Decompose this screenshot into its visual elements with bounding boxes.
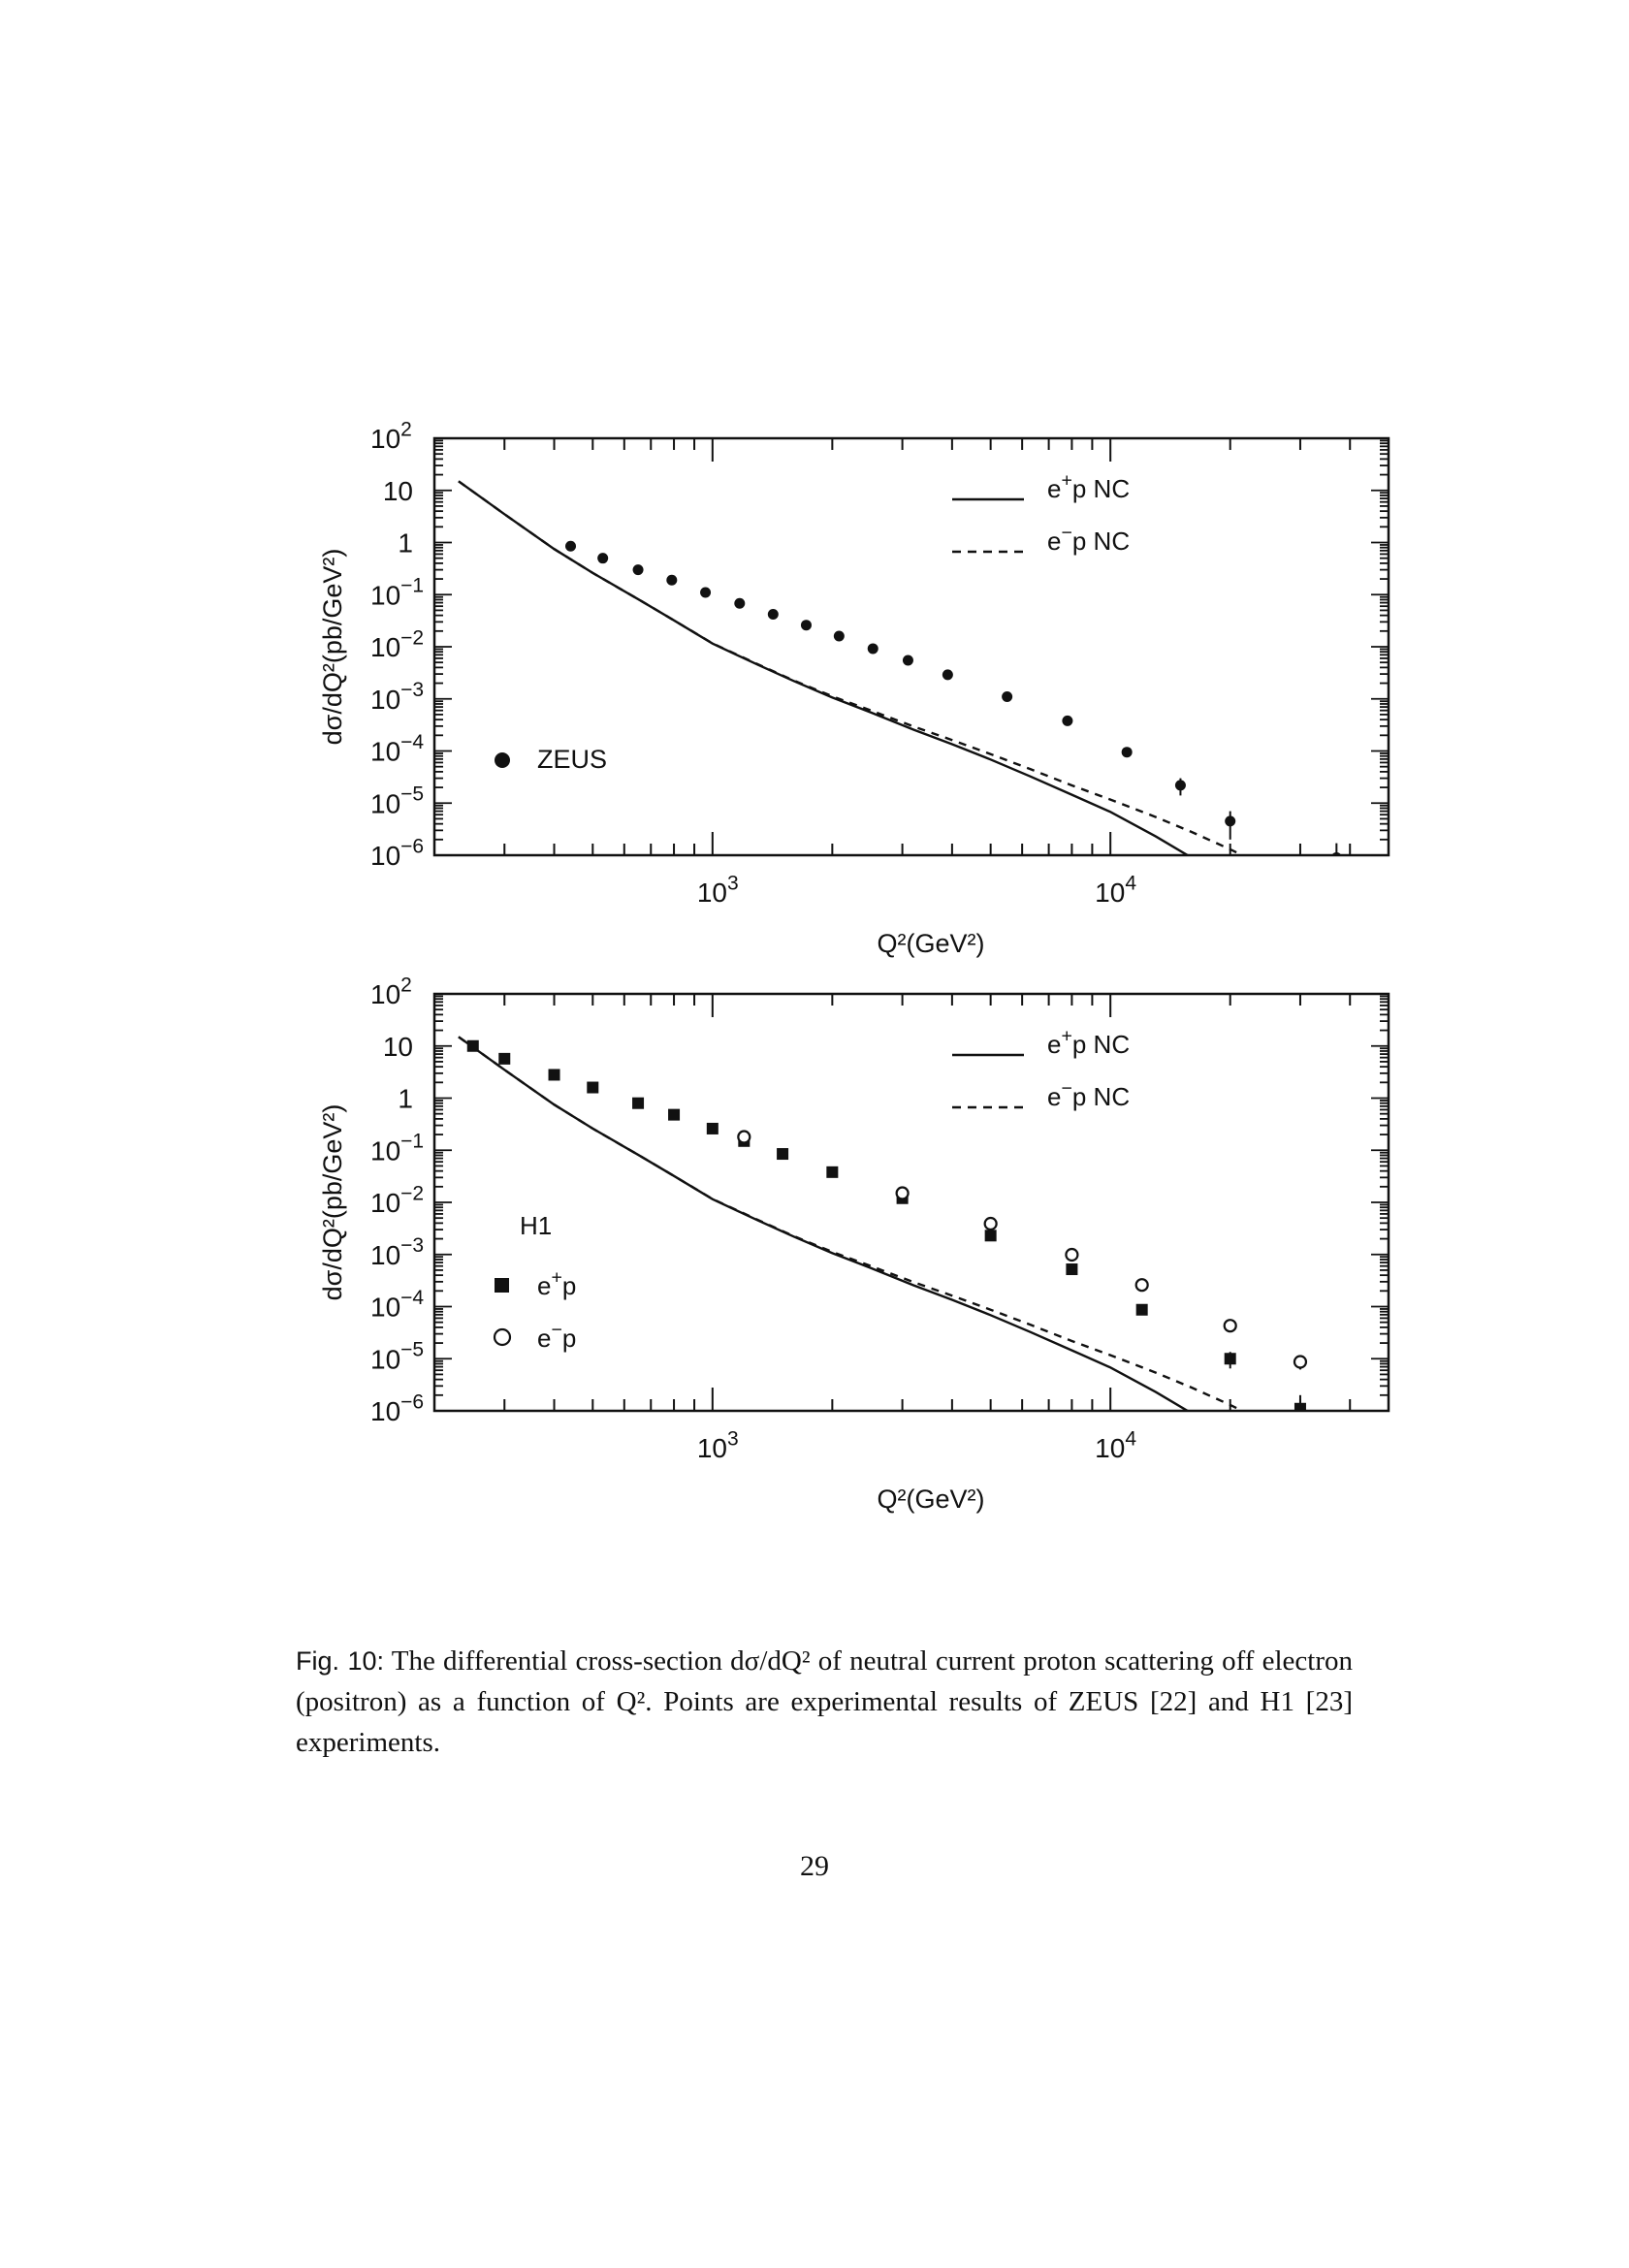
y-tick-label: $10^{-4}$	[370, 1286, 425, 1323]
legend-marker-square	[495, 1278, 509, 1293]
y-tick-label: $10^{-6}$	[370, 1390, 425, 1426]
curve-e-minus-p	[459, 1037, 1374, 1515]
y-tick-label: $10^{-1}$	[370, 1130, 425, 1166]
y-tick-label: $10^{-5}$	[370, 783, 425, 819]
data-point	[1136, 1304, 1148, 1316]
data-point	[467, 1040, 479, 1052]
data-point	[868, 643, 878, 654]
legend-zeus-label: ZEUS	[537, 745, 608, 774]
data-point	[1122, 747, 1133, 757]
curve-e-minus-p	[459, 481, 1374, 959]
legend-marker-circle	[495, 1329, 510, 1345]
data-point	[1066, 1249, 1077, 1261]
data-point	[1175, 780, 1186, 790]
data-point	[1062, 716, 1072, 726]
data-point	[1002, 691, 1012, 702]
y-tick-label: $10^{-5}$	[370, 1338, 425, 1375]
figure-caption	[296, 1641, 1353, 1763]
data-point	[903, 655, 913, 665]
data-point	[942, 669, 953, 680]
figure-label: Fig. 10:	[296, 1646, 385, 1676]
data-point	[549, 1069, 560, 1080]
legend-label: e−p NC	[1047, 522, 1131, 556]
page-number: 29	[800, 1850, 829, 1882]
data-point	[801, 620, 812, 630]
data-point	[597, 553, 608, 563]
data-point	[777, 1148, 788, 1160]
x-axis-label: Q²(GeV²)	[877, 1485, 985, 1514]
plot-frame	[434, 438, 1389, 855]
h1-chart-svg	[0, 943, 1629, 1514]
data-point	[1066, 1263, 1077, 1275]
y-tick-label: $10^2$	[370, 418, 412, 454]
legend-data-label: e−p	[537, 1319, 577, 1353]
x-axis-label: Q²(GeV²)	[877, 929, 985, 958]
data-point	[632, 1098, 644, 1109]
x-tick-label: $10^3$	[696, 872, 739, 908]
y-tick-label: 10	[382, 1031, 413, 1062]
data-point	[834, 631, 845, 642]
plot-area	[459, 481, 1374, 980]
y-tick-label: 1	[398, 1083, 413, 1114]
data-point	[633, 564, 644, 575]
y-axis-label: dσ/dQ²(pb/GeV²)	[318, 1103, 347, 1301]
y-tick-label: $10^{-6}$	[370, 835, 425, 871]
y-tick-label: $10^{-1}$	[370, 574, 425, 611]
plot-frame	[434, 994, 1389, 1411]
caption-text: The differential cross-section dσ/dQ² of neutral current proton scattering off electron (positron) as a function of Q². Points are experimental results of ZEUS [22] and H1 [23] experiments.	[296, 1645, 1353, 1758]
zeus-chart-svg	[0, 388, 1629, 958]
data-point	[668, 1109, 680, 1121]
y-tick-label: $10^{-2}$	[370, 626, 425, 662]
legend-heading: H1	[520, 1211, 553, 1240]
y-tick-label: 1	[398, 527, 413, 559]
data-point	[1136, 1279, 1148, 1291]
data-point	[666, 575, 677, 586]
legend-marker-zeus	[495, 752, 510, 768]
data-point	[565, 541, 576, 552]
x-tick-label: $10^3$	[696, 1427, 739, 1463]
y-tick-label: $10^{-2}$	[370, 1182, 425, 1218]
data-point	[1225, 815, 1235, 826]
y-tick-label: $10^2$	[370, 974, 412, 1009]
data-point	[587, 1082, 598, 1094]
data-point	[738, 1132, 750, 1143]
data-point	[826, 1166, 838, 1178]
legend-data-label: e+p	[537, 1266, 577, 1300]
y-tick-label: $10^{-4}$	[370, 730, 425, 767]
plot-area	[459, 1037, 1374, 1536]
y-tick-label: $10^{-3}$	[370, 1234, 425, 1270]
data-point	[768, 609, 779, 620]
data-point	[1294, 1357, 1306, 1368]
data-point	[700, 588, 711, 598]
y-tick-label: 10	[382, 475, 413, 506]
h1-chart	[0, 943, 1629, 1514]
curve-e-plus-p	[459, 481, 1332, 980]
data-point	[985, 1230, 997, 1241]
x-tick-label: $10^4$	[1095, 1427, 1137, 1463]
data-point	[1225, 1320, 1236, 1331]
data-point	[498, 1053, 510, 1065]
y-tick-label: $10^{-3}$	[370, 679, 425, 715]
zeus-chart	[0, 388, 1629, 958]
legend-label: e+p NC	[1047, 469, 1131, 503]
data-point	[985, 1218, 997, 1230]
x-tick-label: $10^4$	[1095, 872, 1137, 908]
data-point	[1331, 852, 1342, 863]
data-point	[1225, 1353, 1236, 1364]
legend-label: e−p NC	[1047, 1077, 1131, 1111]
data-point	[707, 1123, 719, 1134]
data-point	[897, 1188, 909, 1199]
y-axis-label: dσ/dQ²(pb/GeV²)	[318, 548, 347, 746]
legend-label: e+p NC	[1047, 1025, 1131, 1059]
data-point	[1294, 1403, 1306, 1415]
curve-e-plus-p	[459, 1037, 1332, 1536]
data-point	[734, 598, 745, 609]
